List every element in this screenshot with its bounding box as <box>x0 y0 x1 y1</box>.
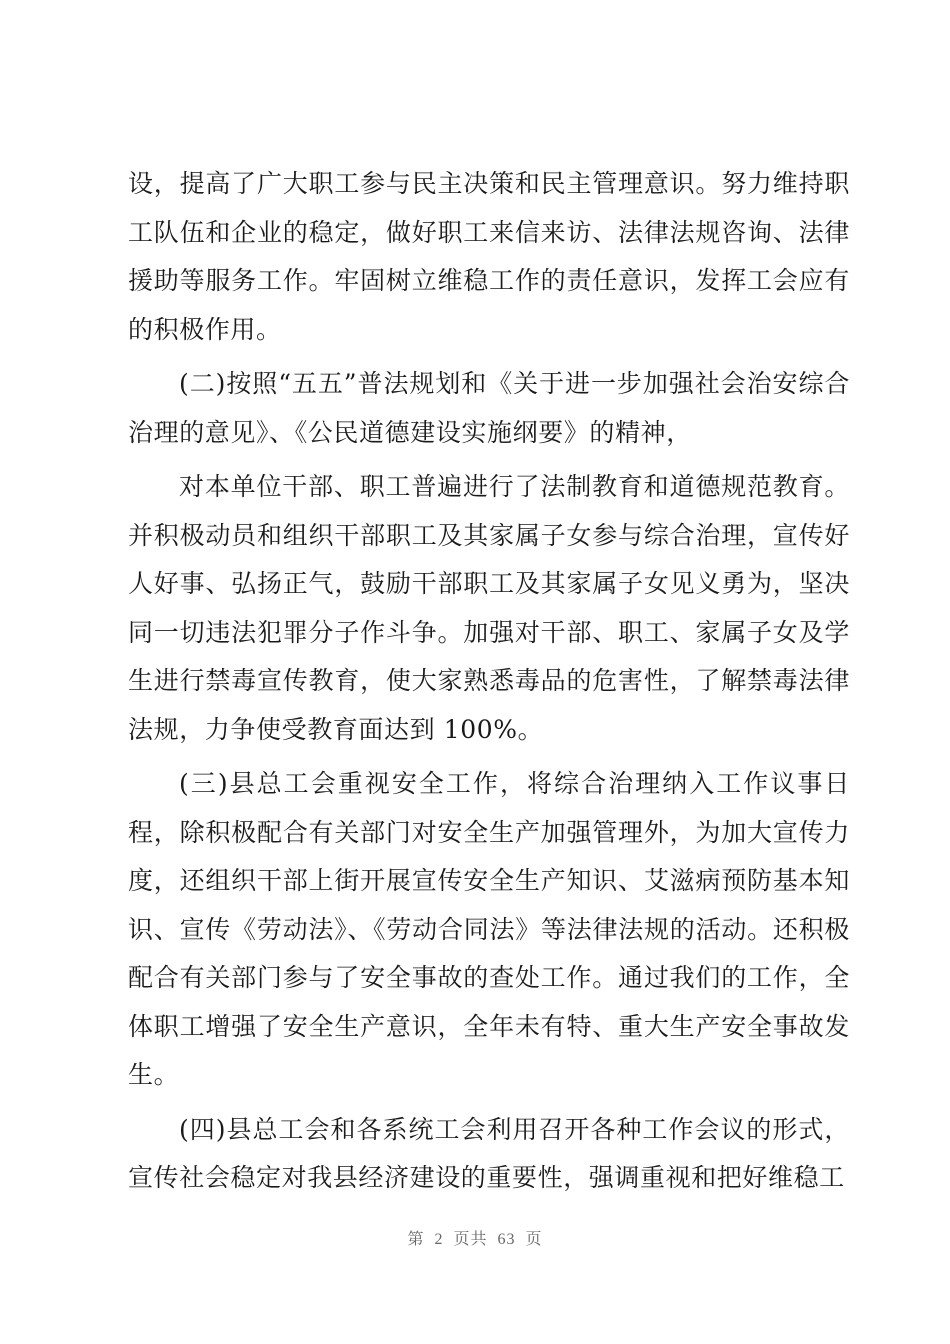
footer-middle: 页共 <box>443 1231 498 1248</box>
current-page-number: 2 <box>434 1231 444 1248</box>
footer-suffix: 页 <box>515 1231 543 1248</box>
paragraph-3: 对本单位干部、职工普遍进行了法制教育和道德规范教育。并积极动员和组织干部职工及其家属子女参与综合治理，宣传好人好事、弘扬正气，鼓励干部职工及其家属子女见义勇为，坚决同一切违法犯罪分子作斗争。加强对干部、职工、家属子女及学生进行禁毒宣传教育，使大家熟悉毒品的危害性，了解禁毒法律法规，力争使受教育面达到 100%。 <box>128 472 850 744</box>
paragraph-1: 设，提高了广大职工参与民主决策和民主管理意识。努力维持职工队伍和企业的稳定，做好职工来信来访、法律法规咨询、法律援助等服务工作。牢固树立维稳工作的责任意识，发挥工会应有的积极作用。 <box>128 169 850 344</box>
document-body <box>128 160 850 1209</box>
footer-prefix: 第 <box>407 1231 435 1248</box>
page-footer <box>0 1226 950 1249</box>
total-page-count: 63 <box>497 1231 516 1248</box>
paragraph-5: (四)县总工会和各系统工会利用召开各种工作会议的形式，宣传社会稳定对我县经济建设的重要性，强调重视和把好维稳工 <box>128 1114 850 1192</box>
paragraph-4: (三)县总工会重视安全工作，将综合治理纳入工作议事日程，除积极配合有关部门对安全生产加强管理外，为加大宣传力度，还组织干部上街开展宣传安全生产知识、艾滋病预防基本知识、宣传《劳动法》、《劳动合同法》等法律法规的活动。还积极配合有关部门参与了安全事故的查处工作。通过我们的工作，全体职工增强了安全生产意识，全年未有特、重大生产安全事故发生。 <box>128 769 850 1089</box>
paragraph-2: (二)按照“五五”普法规划和《关于进一步加强社会治安综合治理的意见》、《公民道德建设实施纲要》的精神， <box>128 369 850 447</box>
